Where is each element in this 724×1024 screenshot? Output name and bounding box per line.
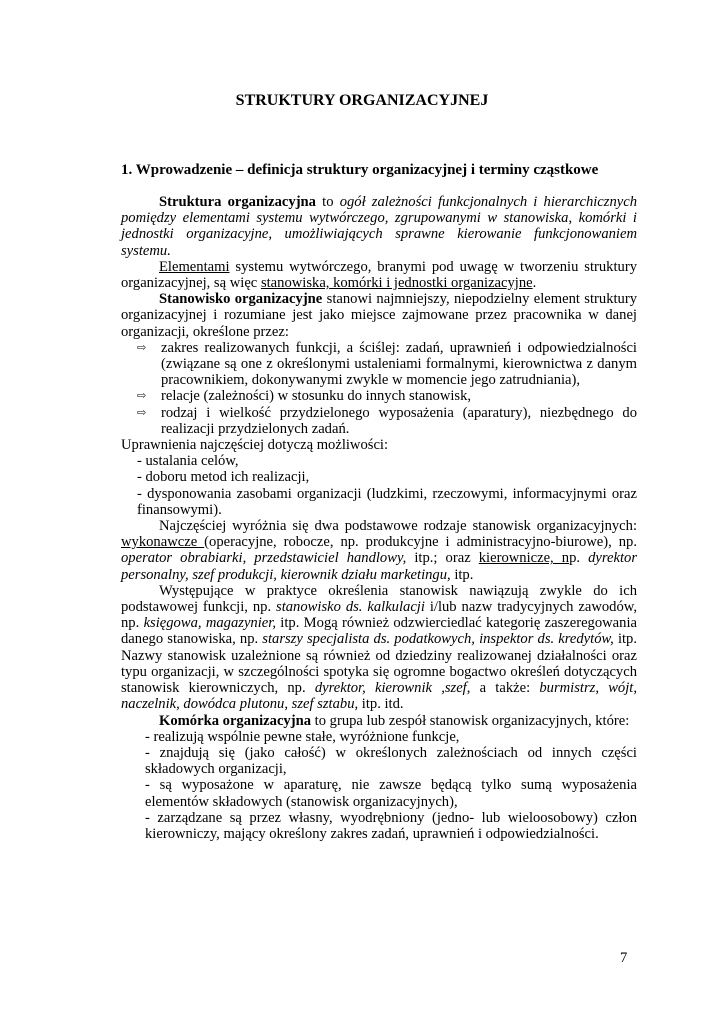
stanowisko-paragraph: Stanowisko organizacyjne stanowi najmniejszy, niepodzielny element struktury organizacyjnej i rozumiane jest jako miejsce zajmowane przez pracownika w danej organizacji, określone przez: xyxy=(121,291,637,340)
term-struktura: Struktura organizacyjna xyxy=(159,194,316,210)
term-elementami: Elementami xyxy=(159,258,230,275)
list-item: - dysponowania zasobami organizacji (ludzkimi, rzeczowymi, informacyjnymi oraz finansowymi). xyxy=(137,485,637,518)
list-item: ⇨ relacje (zależności) w stosunku do innych stanowisk, xyxy=(137,388,472,405)
naming-paragraph: Występujące w praktyce określenia stanowisk nawiązują zwykle do ich podstawowej funkcji, np. stanowisko ds. kalkulacji i/lub nazw tradycyjnych zawodów, np. księgowa, magazynier, itp. Mogą również odzwierciedlać kategorię zaszeregowania danego stanowiska, np. starszy specjalista ds. podatkowych, inspektor ds. kredytów, itp. Nazwy stanowisk uzależnione są również od dziedziny realizowanej działalności oraz typu organizacji, w szczególności spotyka się ogromne bogactwo określeń dotyczących stanowisk kierowniczych, np. dyrektor, kierownik ,szef, a także: burmistrz, wójt, naczelnik, dowódca plutonu, szef sztabu, itp. itd. xyxy=(121,582,638,713)
list-item: - zarządzane są przez własny, wyodrębniony (jedno- lub wieloosobowy) człon kierowniczy, mający określony zakres zadań, uprawnień i odpowiedzialności. xyxy=(145,809,637,842)
arrow-bullet-icon: ⇨ xyxy=(137,406,147,419)
elements-paragraph: Elementami systemu wytwórczego, branymi pod uwagę w tworzeniu struktury organizacyjnej, są więc stanowiska, komórki i jednostki organizacyjne. xyxy=(121,258,637,292)
document-body xyxy=(121,194,637,842)
list-item: - znajdują się (jako całość) w określonych zależnościach od innych części składowych organizacji, xyxy=(145,744,637,778)
page-title: STRUKTURY ORGANIZACYJNEJ xyxy=(235,92,489,109)
list-item: - doboru metod ich realizacji, xyxy=(137,469,310,486)
list-item: ⇨ zakres realizowanych funkcji, a ściślej: zadań, uprawnień i odpowiedzialności (związane są one z określonymi ustaleniami formalnymi, kierownictwa z danym pracownikiem, dokonywanymi zwykle w momencie jego zatrudniania), xyxy=(137,339,637,389)
rights-intro: Uprawnienia najczęściej dotyczą możliwości: xyxy=(121,437,389,454)
page-number: 7 xyxy=(620,950,628,966)
list-item: - są wyposażone w aparaturę, nie zawsze będącą tylko sumą wyposażenia elementów składowych (stanowisk organizacyjnych), xyxy=(145,777,637,810)
list-item: - ustalania celów, xyxy=(137,453,239,470)
term-stanowisko: Stanowisko organizacyjne xyxy=(159,291,323,308)
section-heading: 1. Wprowadzenie – definicja struktury organizacyjnej i terminy cząstkowe xyxy=(121,162,599,178)
komorka-paragraph: Komórka organizacyjna to grupa lub zespół stanowisk organizacyjnych, które: xyxy=(159,712,630,729)
term-komorka: Komórka organizacyjna xyxy=(159,712,312,729)
list-item: ⇨ rodzaj i wielkość przydzielonego wyposażenia (aparatury), niezbędnego do realizacji przydzielonych zadań. xyxy=(137,404,637,437)
arrow-bullet-icon: ⇨ xyxy=(137,390,147,403)
definition-text: ogół zależności funkcjonalnych i hierarchicznych pomiędzy elementami systemu wytwórczego, zgrupowanymi w stanowiska, komórki i jednostki organizacyjne, umożliwiających sprawne kierowanie funkcjonowaniem systemu. xyxy=(121,194,638,259)
definition-paragraph: Struktura organizacyjna to ogół zależności funkcjonalnych i hierarchicznych pomiędzy elementami systemu wytwórczego, zgrupowanymi w stanowiska, komórki i jednostki organizacyjne, umożliwiających sprawne kierowanie funkcjonowaniem systemu. xyxy=(121,194,638,259)
stanowisko-criteria-list xyxy=(121,340,637,437)
arrow-bullet-icon: ⇨ xyxy=(137,341,147,354)
list-item: - realizują wspólnie pewne stałe, wyróżnione funkcje, xyxy=(145,728,460,745)
types-paragraph: Najczęściej wyróżnia się dwa podstawowe rodzaje stanowisk organizacyjnych: wykonawcze (operacyjne, robocze, np. produkcyjne i administracyjno-biurowe), np. operator obrabiarki, przedstawiciel handlowy, itp.; oraz kierownicze, np. dyrektor personalny, szef produkcji, kierownik działu marketingu, itp. xyxy=(121,518,638,583)
